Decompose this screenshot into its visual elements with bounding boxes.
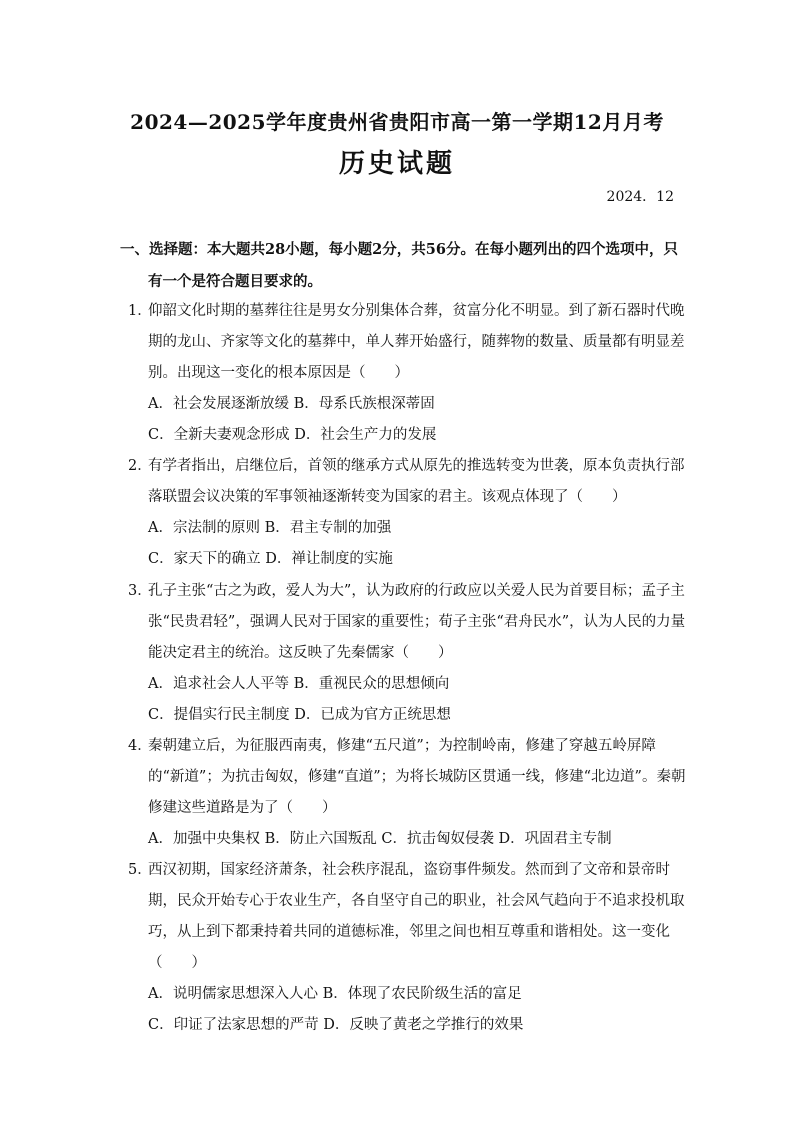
question-2 xyxy=(128,451,686,575)
question-stem xyxy=(128,576,686,669)
question-text: 仰韶文化时期的墓葬往往是男女分别集体合葬，贫富分化不明显。到了新石器时代晚期的龙山、齐家等文化的墓葬中，单人葬开始盛行，随葬物的数量、质量都有明显差别。出现这一变化的根本原因是（ ） xyxy=(148,303,685,381)
question-stem xyxy=(128,296,686,389)
section-heading-line-2: 有一个是符合题目要求的。 xyxy=(148,273,322,290)
question-text: 孔子主张“古之为政，爱人为大”，认为政府的行政应以关爱人民为首要目标；孟子主张“民贵君轻”，强调人民对于国家的重要性；荀子主张“君舟民水”，认为人民的力量能决定君主的统治。这反映了先秦儒家（ ） xyxy=(148,583,686,661)
question-3 xyxy=(128,576,686,731)
question-text: 有学者指出，启继位后，首领的继承方式从原先的推选转变为世袭，原本负责执行部落联盟会议决策的军事领袖逐渐转变为国家的君主。该观点体现了（ ） xyxy=(148,458,685,505)
section-heading-line-1: 一、选择题：本大题共28小题，每小题2分，共56分。在每小题列出的四个选项中，只 xyxy=(120,241,678,258)
question-options-row: A．说明儒家思想深入人心 B．体现了农民阶级生活的富足 xyxy=(148,986,522,1002)
question-number: 1． xyxy=(128,303,152,319)
question-text: 秦朝建立后，为征服西南夷，修建“五尺道”；为控制岭南，修建了穿越五岭屏障的“新道”；为抗击匈奴，修建“直道”；为将长城防区贯通一线，修建“北边道”。秦朝修建这些道路是为了（ ） xyxy=(148,738,686,816)
exam-title: 2024—2025学年度贵州省贵阳市高一第一学期12月月考 xyxy=(130,110,664,134)
question-stem xyxy=(128,855,686,979)
question-1 xyxy=(128,296,686,451)
question-5 xyxy=(128,855,686,1041)
question-number: 2． xyxy=(128,458,152,474)
question-4 xyxy=(128,731,686,855)
question-text: 西汉初期，国家经济萧条，社会秩序混乱，盗窃事件频发。然而到了文帝和景帝时期，民众开始专心于农业生产，各自坚守自己的职业，社会风气趋向于不追求投机取巧，从上到下都秉持着共同的道德标准，邻里之间也相互尊重和谐相处。这一变化（ ） xyxy=(148,862,685,971)
section-heading xyxy=(120,234,680,298)
question-options-row: A．社会发展逐渐放缓 B．母系氏族根深蒂固 xyxy=(148,396,435,412)
question-options-row: C．提倡实行民主制度 D．已成为官方正统思想 xyxy=(148,707,451,723)
question-options-row: C．全新夫妻观念形成 D．社会生产力的发展 xyxy=(148,427,437,443)
question-number: 5． xyxy=(128,862,152,878)
question-options-row: C．家天下的确立 D．禅让制度的实施 xyxy=(148,551,393,567)
question-options-row: A．宗法制的原则 B．君主专制的加强 xyxy=(148,520,392,536)
question-number: 4． xyxy=(128,738,152,754)
question-stem xyxy=(128,451,686,513)
question-options-row: A．加强中央集权 B．防止六国叛乱 C．抗击匈奴侵袭 D．巩固君主专制 xyxy=(148,831,612,847)
question-number: 3． xyxy=(128,583,152,599)
question-options-row: C．印证了法家思想的严苛 D．反映了黄老之学推行的效果 xyxy=(148,1017,524,1033)
question-stem xyxy=(128,731,686,824)
exam-date: 2024．12 xyxy=(606,189,674,205)
question-options-row: A．追求社会人人平等 B．重视民众的思想倾向 xyxy=(148,676,450,692)
exam-subject: 历史试题 xyxy=(338,149,455,179)
